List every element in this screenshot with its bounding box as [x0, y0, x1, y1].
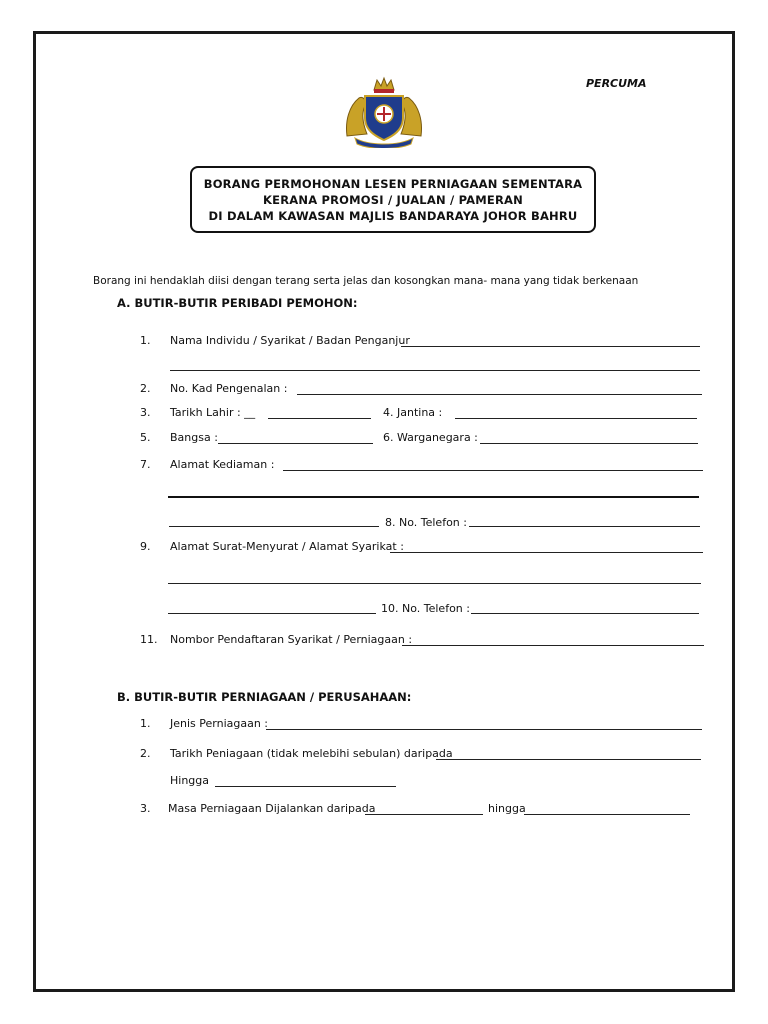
item-number: 2.	[140, 382, 151, 395]
name-field-line-2[interactable]	[170, 370, 700, 371]
business-date-to-field[interactable]	[215, 786, 396, 787]
home-address-field[interactable]	[283, 470, 703, 471]
item-number: 11.	[140, 633, 158, 646]
item-number: 5.	[140, 431, 151, 444]
race-label: Bangsa :	[170, 431, 218, 444]
name-field[interactable]	[401, 346, 700, 347]
ic-field[interactable]	[297, 394, 702, 395]
phone-field-8[interactable]	[469, 526, 700, 527]
business-date-label: Tarikh Peniagaan (tidak melebihi sebulan) daripada	[170, 747, 453, 760]
gender-field[interactable]	[455, 418, 697, 419]
business-date-from-field[interactable]	[436, 759, 701, 760]
business-hours-label: Masa Perniagaan Dijalankan daripada	[168, 802, 376, 815]
business-type-label: Jenis Perniagaan :	[170, 717, 269, 730]
home-address-label: Alamat Kediaman :	[170, 458, 275, 471]
phone-label-10: 10. No. Telefon :	[381, 602, 470, 615]
race-field[interactable]	[218, 443, 373, 444]
item-number: 1.	[140, 334, 151, 347]
mailing-address-field[interactable]	[390, 552, 703, 553]
business-hours-from-field[interactable]	[365, 814, 483, 815]
form-title-line-2: KERANA PROMOSI / JUALAN / PAMERAN	[263, 192, 523, 207]
section-b-heading: B. BUTIR-BUTIR PERNIAGAAN / PERUSAHAAN:	[117, 690, 412, 704]
dob-label: Tarikh Lahir : __	[170, 406, 256, 419]
crest-icon	[341, 76, 427, 148]
home-address-field-line-2[interactable]	[168, 496, 699, 498]
name-label: Nama Individu / Syarikat / Badan Penganjur	[170, 334, 410, 347]
form-title-line-1: BORANG PERMOHONAN LESEN PERNIAGAAN SEMENTARA	[203, 176, 583, 191]
item-number: 1.	[140, 717, 151, 730]
mailing-address-label: Alamat Surat-Menyurat / Alamat Syarikat :	[170, 540, 404, 553]
registration-field[interactable]	[402, 645, 704, 646]
mailing-address-field-line-2[interactable]	[168, 583, 701, 584]
item-number: 9.	[140, 540, 151, 553]
item-number: 7.	[140, 458, 151, 471]
form-title-line-3: DI DALAM KAWASAN MAJLIS BANDARAYA JOHOR BAHRU	[208, 208, 578, 223]
hours-until-label: hingga	[488, 802, 526, 815]
ic-label: No. Kad Pengenalan :	[170, 382, 288, 395]
section-a-heading: A. BUTIR-BUTIR PERIBADI PEMOHON:	[117, 296, 358, 310]
instruction-text: Borang ini hendaklah diisi dengan terang serta jelas dan kosongkan mana- mana yang tidak berkenaan	[93, 275, 639, 287]
until-label: Hingga	[170, 774, 210, 787]
business-type-field[interactable]	[266, 729, 702, 730]
registration-label: Nombor Pendaftaran Syarikat / Perniagaan :	[170, 633, 413, 646]
phone-label-8: 8. No. Telefon :	[385, 516, 467, 529]
item-number: 2.	[140, 747, 151, 760]
item-number: 3.	[140, 406, 151, 419]
phone-field-10[interactable]	[471, 613, 699, 614]
business-hours-to-field[interactable]	[524, 814, 690, 815]
item-number: 3.	[140, 802, 151, 815]
mailing-address-field-line-3[interactable]	[168, 613, 376, 614]
form-title-box	[190, 166, 596, 233]
gender-label: 4. Jantina :	[383, 406, 443, 419]
free-label: PERCUMA	[586, 77, 647, 90]
citizenship-label: 6. Warganegara :	[383, 431, 478, 444]
dob-field[interactable]	[268, 418, 371, 419]
citizenship-field[interactable]	[480, 443, 698, 444]
home-address-field-line-3[interactable]	[169, 526, 379, 527]
